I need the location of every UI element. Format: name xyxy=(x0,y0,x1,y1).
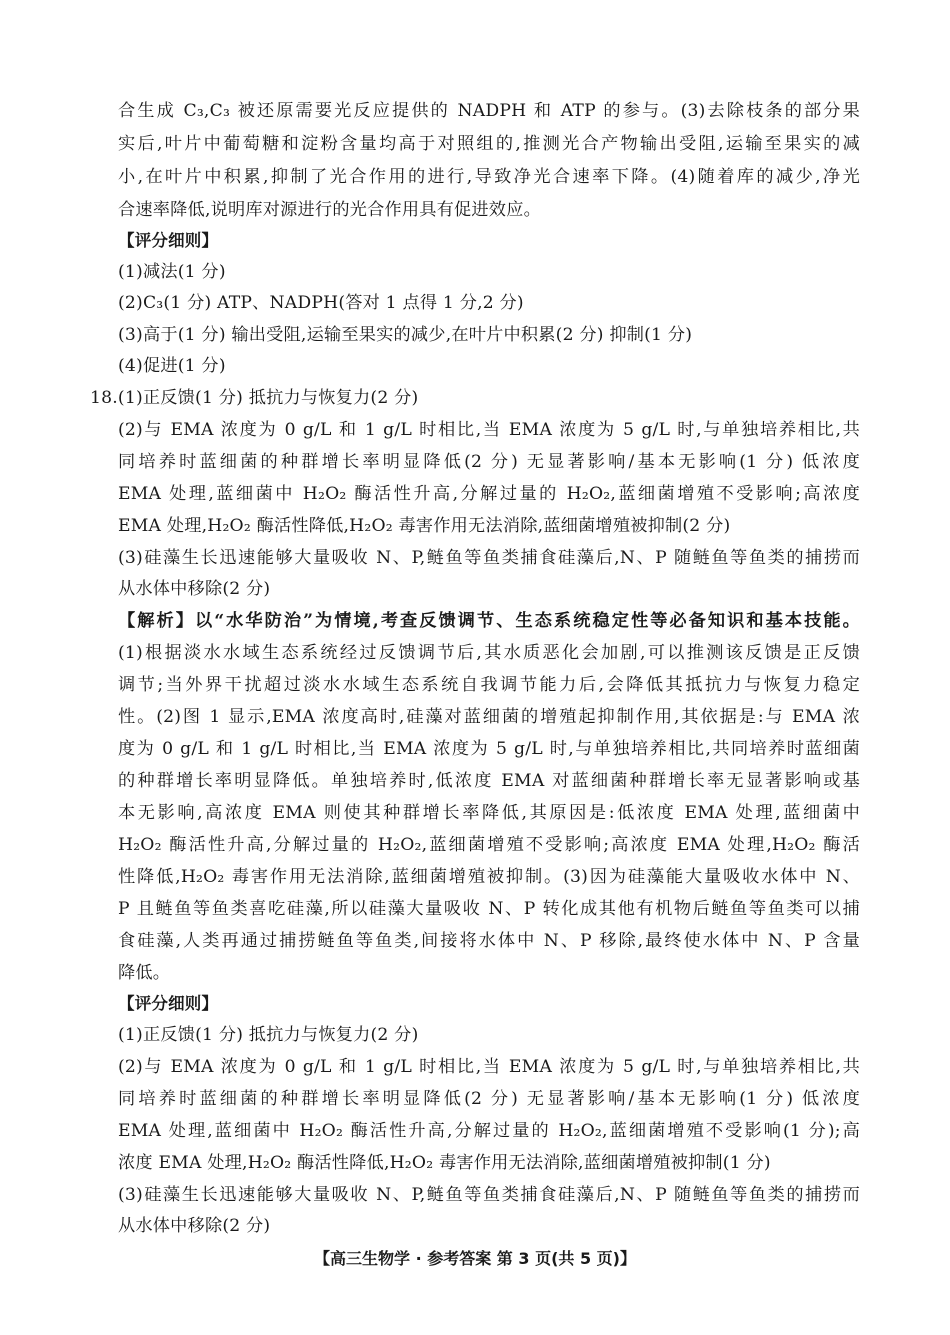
scoring-item: (3)硅藻生长迅速能够大量吸收 N、P,鲢鱼等鱼类捕食硅藻后,N、P 随鲢鱼等鱼类的捕捞而 xyxy=(118,1185,860,1205)
scoring-item: (4)促进(1 分) xyxy=(118,356,226,376)
analysis-line: 合生成 C₃,C₃ 被还原需要光反应提供的 NADPH 和 ATP 的参与。(3)去除枝条的部分果 xyxy=(118,101,860,121)
analysis-line: H₂O₂ 酶活性升高,分解过量的 H₂O₂,蓝细菌增殖不受影响;高浓度 EMA 处理,H₂O₂ 酶活 xyxy=(118,835,860,855)
analysis-line: 合速率降低,说明库对源进行的光合作用具有促进效应。 xyxy=(118,200,541,220)
scoring-item: (3)高于(1 分) 输出受阻,运输至果实的减少,在叶片中积累(2 分) 抑制(1 分) xyxy=(118,325,693,345)
answer-line: 从水体中移除(2 分) xyxy=(118,579,271,599)
scoring-item: 同培养时蓝细菌的种群增长率明显降低(2 分) 无显著影响/基本无影响(1 分) 低浓度 xyxy=(118,1089,860,1109)
analysis-line: 实后,叶片中葡萄糖和淀粉含量均高于对照组的,推测光合产物输出受阻,运输至果实的减 xyxy=(118,134,860,154)
scoring-item: (1)正反馈(1 分) 抵抗力与恢复力(2 分) xyxy=(118,1025,419,1045)
scoring-item: (2)与 EMA 浓度为 0 g/L 和 1 g/L 时相比,当 EMA 浓度为 5 g/L 时,与单独培养相比,共 xyxy=(118,1057,860,1077)
scoring-item: 从水体中移除(2 分) xyxy=(118,1216,271,1236)
scoring-item: EMA 处理,蓝细菌中 H₂O₂ 酶活性升高,分解过量的 H₂O₂,蓝细菌增殖不受影响(1 分);高 xyxy=(118,1121,860,1141)
scoring-item: (2)C₃(1 分) ATP、NADPH(答对 1 点得 1 分,2 分) xyxy=(118,293,524,313)
answer-line: 同培养时蓝细菌的种群增长率明显降低(2 分) 无显著影响/基本无影响(1 分) 低浓度 xyxy=(118,452,860,472)
answer-line: (3)硅藻生长迅速能够大量吸收 N、P,鲢鱼等鱼类捕食硅藻后,N、P 随鲢鱼等鱼类的捕捞而 xyxy=(118,548,860,568)
analysis-line: (1)根据淡水水域生态系统经过反馈调节后,其水质恶化会加剧,可以推测该反馈是正反馈 xyxy=(118,643,860,663)
answer-line: (2)与 EMA 浓度为 0 g/L 和 1 g/L 时相比,当 EMA 浓度为 5 g/L 时,与单独培养相比,共 xyxy=(118,420,860,440)
scoring-header: 【评分细则】 xyxy=(118,231,219,250)
analysis-line: 小,在叶片中积累,抑制了光合作用的进行,导致净光合速率下降。(4)随着库的减少,净光 xyxy=(118,167,860,187)
question-18-answer-line: 18.(1)正反馈(1 分) 抵抗力与恢复力(2 分) xyxy=(90,388,419,408)
scoring-item: (1)减法(1 分) xyxy=(118,262,226,282)
analysis-header-line: 【解析】以“水华防治”为情境,考查反馈调节、生态系统稳定性等必备知识和基本技能。 xyxy=(118,611,860,631)
scoring-item: 浓度 EMA 处理,H₂O₂ 酶活性降低,H₂O₂ 毒害作用无法消除,蓝细菌增殖被抑制(1 分) xyxy=(118,1153,771,1173)
analysis-line: 性。(2)图 1 显示,EMA 浓度高时,硅藻对蓝细菌的增殖起抑制作用,其依据是:与 EMA 浓 xyxy=(118,707,860,727)
analysis-line: 性降低,H₂O₂ 毒害作用无法消除,蓝细菌增殖被抑制。(3)因为硅藻能大量吸收水体中 N、 xyxy=(118,867,860,887)
analysis-line: 本无影响,高浓度 EMA 则使其种群增长率降低,其原因是:低浓度 EMA 处理,蓝细菌中 xyxy=(118,803,860,823)
analysis-line: 的种群增长率明显降低。单独培养时,低浓度 EMA 对蓝细菌种群增长率无显著影响或基 xyxy=(118,771,860,791)
scoring-header: 【评分细则】 xyxy=(118,994,219,1013)
answer-line: EMA 处理,蓝细菌中 H₂O₂ 酶活性升高,分解过量的 H₂O₂,蓝细菌增殖不受影响;高浓度 xyxy=(118,484,860,504)
analysis-line: 度为 0 g/L 和 1 g/L 时相比,当 EMA 浓度为 5 g/L 时,与单独培养相比,共同培养时蓝细菌 xyxy=(118,739,860,759)
analysis-line: 调节;当外界干扰超过淡水水域生态系统自我调节能力后,会降低其抵抗力与恢复力稳定 xyxy=(118,675,860,695)
analysis-line: 降低。 xyxy=(118,963,171,983)
analysis-line: 食硅藻,人类再通过捕捞鲢鱼等鱼类,间接将水体中 N、P 移除,最终使水体中 N、P 含量 xyxy=(118,931,860,951)
page-footer: 【高三生物学 · 参考答案 第 3 页(共 5 页)】 xyxy=(314,1249,636,1268)
answer-line: EMA 处理,H₂O₂ 酶活性降低,H₂O₂ 毒害作用无法消除,蓝细菌增殖被抑制(2 分) xyxy=(118,516,731,536)
analysis-line: P 且鲢鱼等鱼类喜吃硅藻,所以硅藻大量吸收 N、P 转化成其他有机物后鲢鱼等鱼类可以捕 xyxy=(118,899,860,919)
